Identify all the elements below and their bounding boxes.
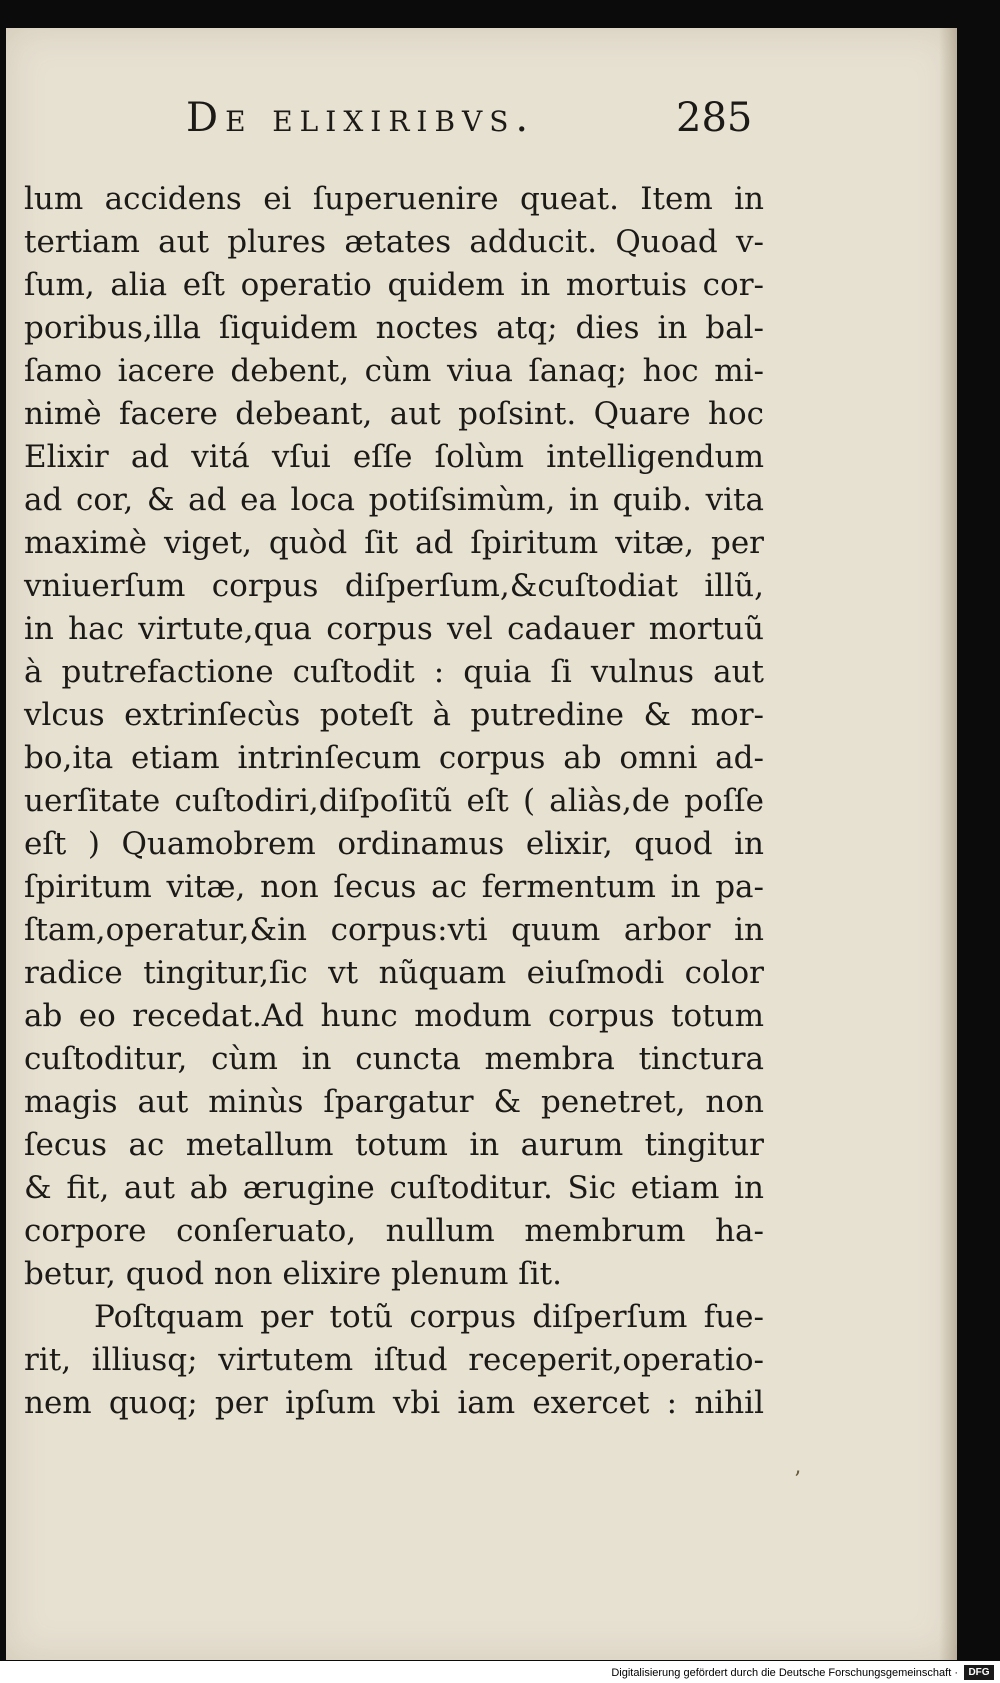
ink-speck: ’ [794,1468,801,1493]
text-line: tertiam aut plures ætates adducit. Quoad v- [24,224,764,260]
text-line: maximè viget, quòd ſit ad ſpiritum vitæ, per [24,525,764,561]
text-line-paragraph-start: Poſtquam per totũ corpus diſperſum fue- [94,1299,764,1335]
dfg-logo: DFG [964,1665,994,1680]
text-line: ad cor, & ad ea loca potiſsimùm, in quib. vita [24,482,764,518]
book-page [6,28,957,1660]
text-line: poribus,illa ſiquidem noctes atq; dies in bal- [24,310,764,346]
text-line: ſecus ac metallum totum in aurum tingitur [24,1127,764,1163]
page-edge-shadow [939,28,957,1660]
digitization-footer [0,1661,1000,1683]
text-line: nimè facere debeant, aut poſsint. Quare hoc [24,396,764,432]
text-line: ſtam,operatur,&in corpus:vti quum arbor in [24,912,764,948]
page-body-text [24,178,764,1425]
text-line: uerſitate cuſtodiri,diſpoſitũ eſt ( aliàs,de poſſe [24,783,764,819]
running-title: De elixiribvs. [186,95,536,141]
text-line: ſamo iacere debent, cùm viua ſanaq; hoc mi- [24,353,764,389]
text-line: lum accidens ei ſuperuenire queat. Item in [24,181,764,217]
text-line: vniuerſum corpus diſperſum,&cuſtodiat illũ, [24,568,764,604]
funding-note: Digitalisierung gefördert durch die Deutsche Forschungsgemeinschaft · [611,1667,958,1679]
text-line: & fit, aut ab ærugine cuſtoditur. Sic etiam in [24,1170,764,1206]
text-line: ſum, alia eſt operatio quidem in mortuis cor- [24,267,764,303]
text-line: betur, quod non elixire plenum ſit. [24,1256,562,1292]
text-line: vlcus extrinſecùs poteſt à putredine & mor- [24,697,764,733]
text-line: corpore conſeruato, nullum membrum ha- [24,1213,764,1249]
text-line: nem quoq; per ipſum vbi iam exercet : nihil [24,1385,764,1421]
text-line: bo,ita etiam intrinſecum corpus ab omni ad- [24,740,764,776]
text-line: ab eo recedat.Ad hunc modum corpus totum [24,998,764,1034]
text-line: in hac virtute,qua corpus vel cadauer mortuũ [24,611,764,647]
running-header [6,95,957,155]
text-line: radice tingitur,ſic vt nũquam eiuſmodi color [24,955,764,991]
text-line: magis aut minùs ſpargatur & penetret, non [24,1084,764,1120]
text-line: eſt ) Quamobrem ordinamus elixir, quod in [24,826,764,862]
text-line: rit, illiusq; virtutem iſtud receperit,operatio- [24,1342,764,1378]
text-line: Elixir ad vitá vſui eſſe ſolùm intelligendum [24,439,764,475]
page-number: 285 [676,95,753,141]
text-line: à putrefactione cuſtodit : quia ſi vulnus aut [24,654,764,690]
text-line: cuſtoditur, cùm in cuncta membra tinctura [24,1041,764,1077]
text-line: ſpiritum vitæ, non ſecus ac fermentum in pa- [24,869,764,905]
